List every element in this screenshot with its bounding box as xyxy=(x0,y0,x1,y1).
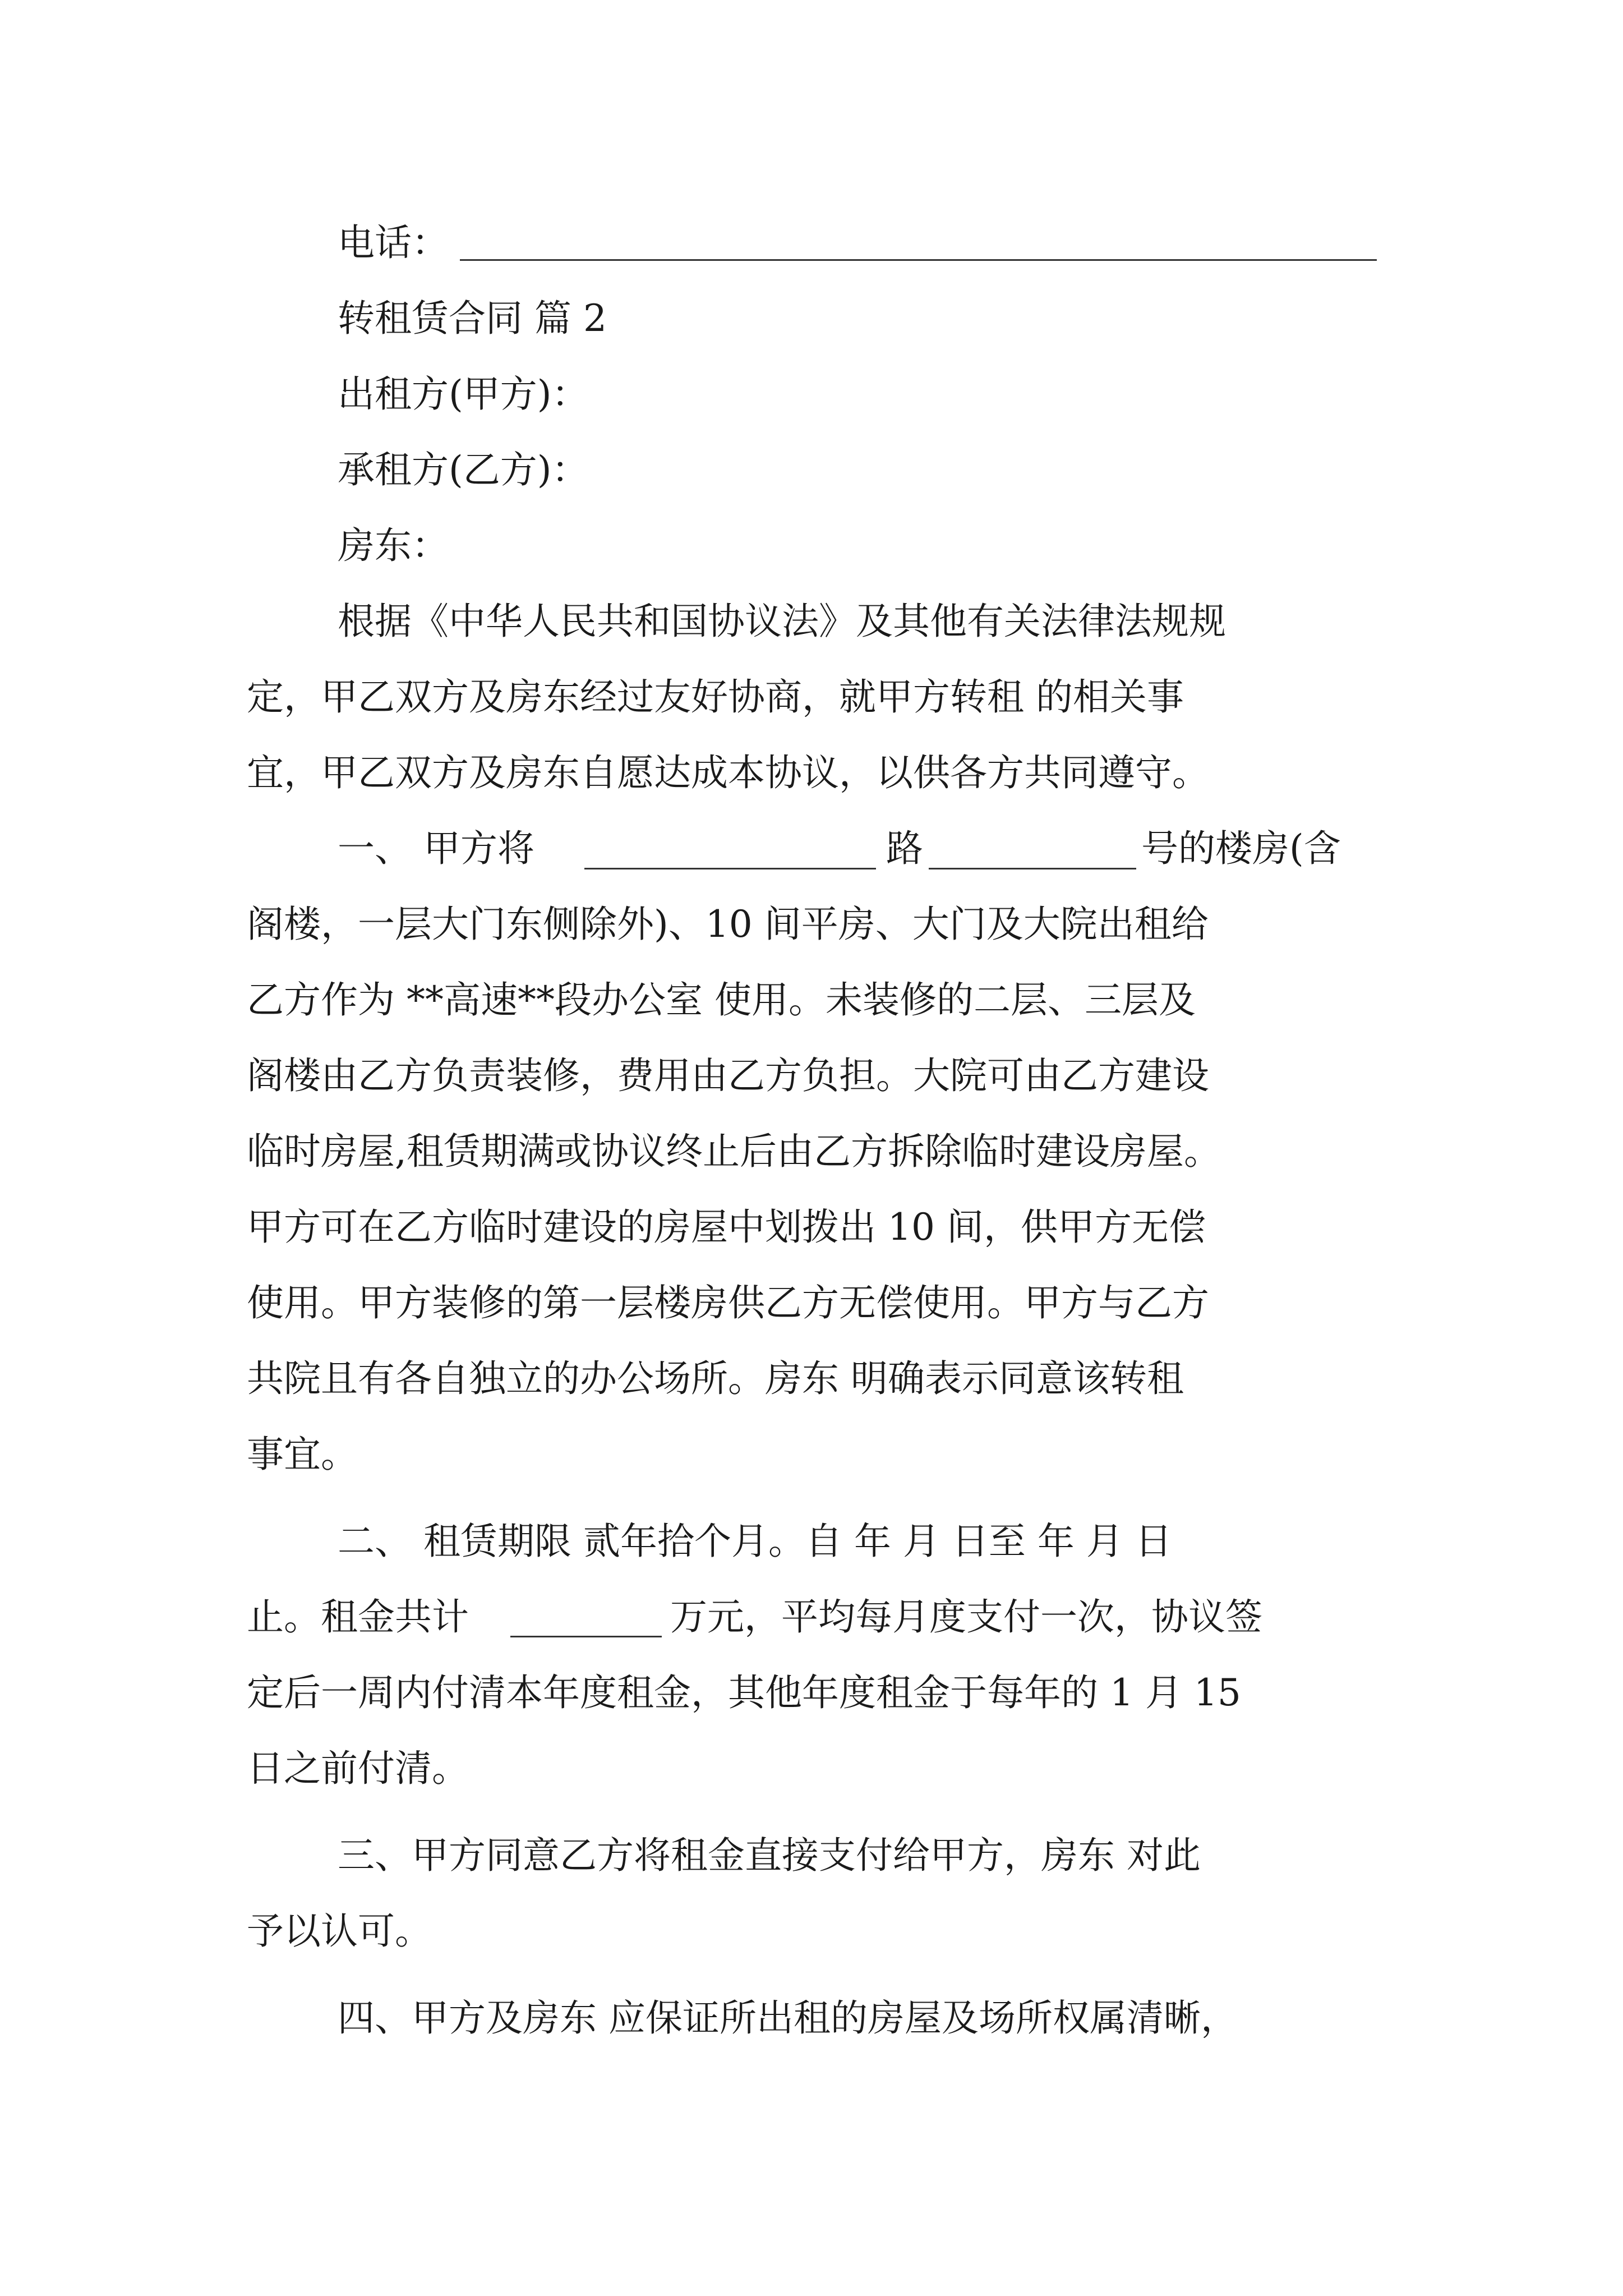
clause1-line: 使用。甲方装修的第一层楼房供乙方无偿使用。甲方与乙方 xyxy=(247,1281,1209,1324)
clause1-line: 临时房屋,租赁期满或协议终止后由乙方拆除临时建设房屋。 xyxy=(247,1130,1221,1173)
clause1-line: 事宜。 xyxy=(247,1433,358,1476)
lessor-label: 出租方(甲方)： xyxy=(338,372,589,416)
clause1-line: 共院且有各自独立的办公场所。房东 明确表示同意该转租 xyxy=(247,1357,1184,1400)
section-title: 转租赁合同 篇 2 xyxy=(338,297,607,340)
clause1-building: 号的楼房(含 xyxy=(1141,827,1341,870)
clause3-line: 三、甲方同意乙方将租金直接支付给甲方，房东 对此 xyxy=(338,1834,1201,1877)
clause2-line: 止。租金共计 xyxy=(247,1595,469,1639)
clause2-line: 日之前付清。 xyxy=(247,1747,469,1790)
clause1-line: 甲方可在乙方临时建设的房屋中划拨出 10 间，供甲方无偿 xyxy=(247,1205,1206,1249)
road-blank-line xyxy=(584,868,876,869)
intro-line: 根据《中华人民共和国协议法》及其他有关法律法规规 xyxy=(338,600,1226,643)
clause2-line: 万元，平均每月度支付一次，协议签 xyxy=(670,1595,1262,1639)
clause2-line: 定后一周内付清本年度租金，其他年度租金于每年的 1 月 15 xyxy=(247,1671,1241,1714)
clause1-line: 阁楼由乙方负责装修，费用由乙方负担。大院可由乙方建设 xyxy=(247,1054,1209,1097)
clause1-line: 乙方作为 **高速**段办公室 使用。未装修的二层、三层及 xyxy=(247,978,1196,1022)
number-blank-line xyxy=(929,868,1136,869)
phone-blank-line xyxy=(460,259,1377,261)
lessee-label: 承租方(乙方)： xyxy=(338,448,589,491)
intro-line: 宜，甲乙双方及房东自愿达成本协议，以供各方共同遵守。 xyxy=(247,751,1209,794)
clause2-line: 二、 租赁期限 贰年拾个月。自 年 月 日至 年 月 日 xyxy=(338,1520,1172,1563)
landlord-label: 房东： xyxy=(338,524,449,567)
intro-line: 定，甲乙双方及房东经过友好协商，就甲方转租 的相关事 xyxy=(247,675,1184,719)
clause1-road: 路 xyxy=(886,827,923,870)
rent-blank-line xyxy=(510,1636,662,1637)
phone-label: 电话： xyxy=(338,221,449,264)
clause4-line: 四、甲方及房东 应保证所出租的房屋及场所权属清晰， xyxy=(338,1996,1238,2040)
clause3-line: 予以认可。 xyxy=(247,1910,432,1953)
clause1-line: 一、 甲方将 xyxy=(338,827,534,870)
clause1-line: 阁楼，一层大门东侧除外)、10 间平房、大门及大院出租给 xyxy=(247,903,1209,946)
